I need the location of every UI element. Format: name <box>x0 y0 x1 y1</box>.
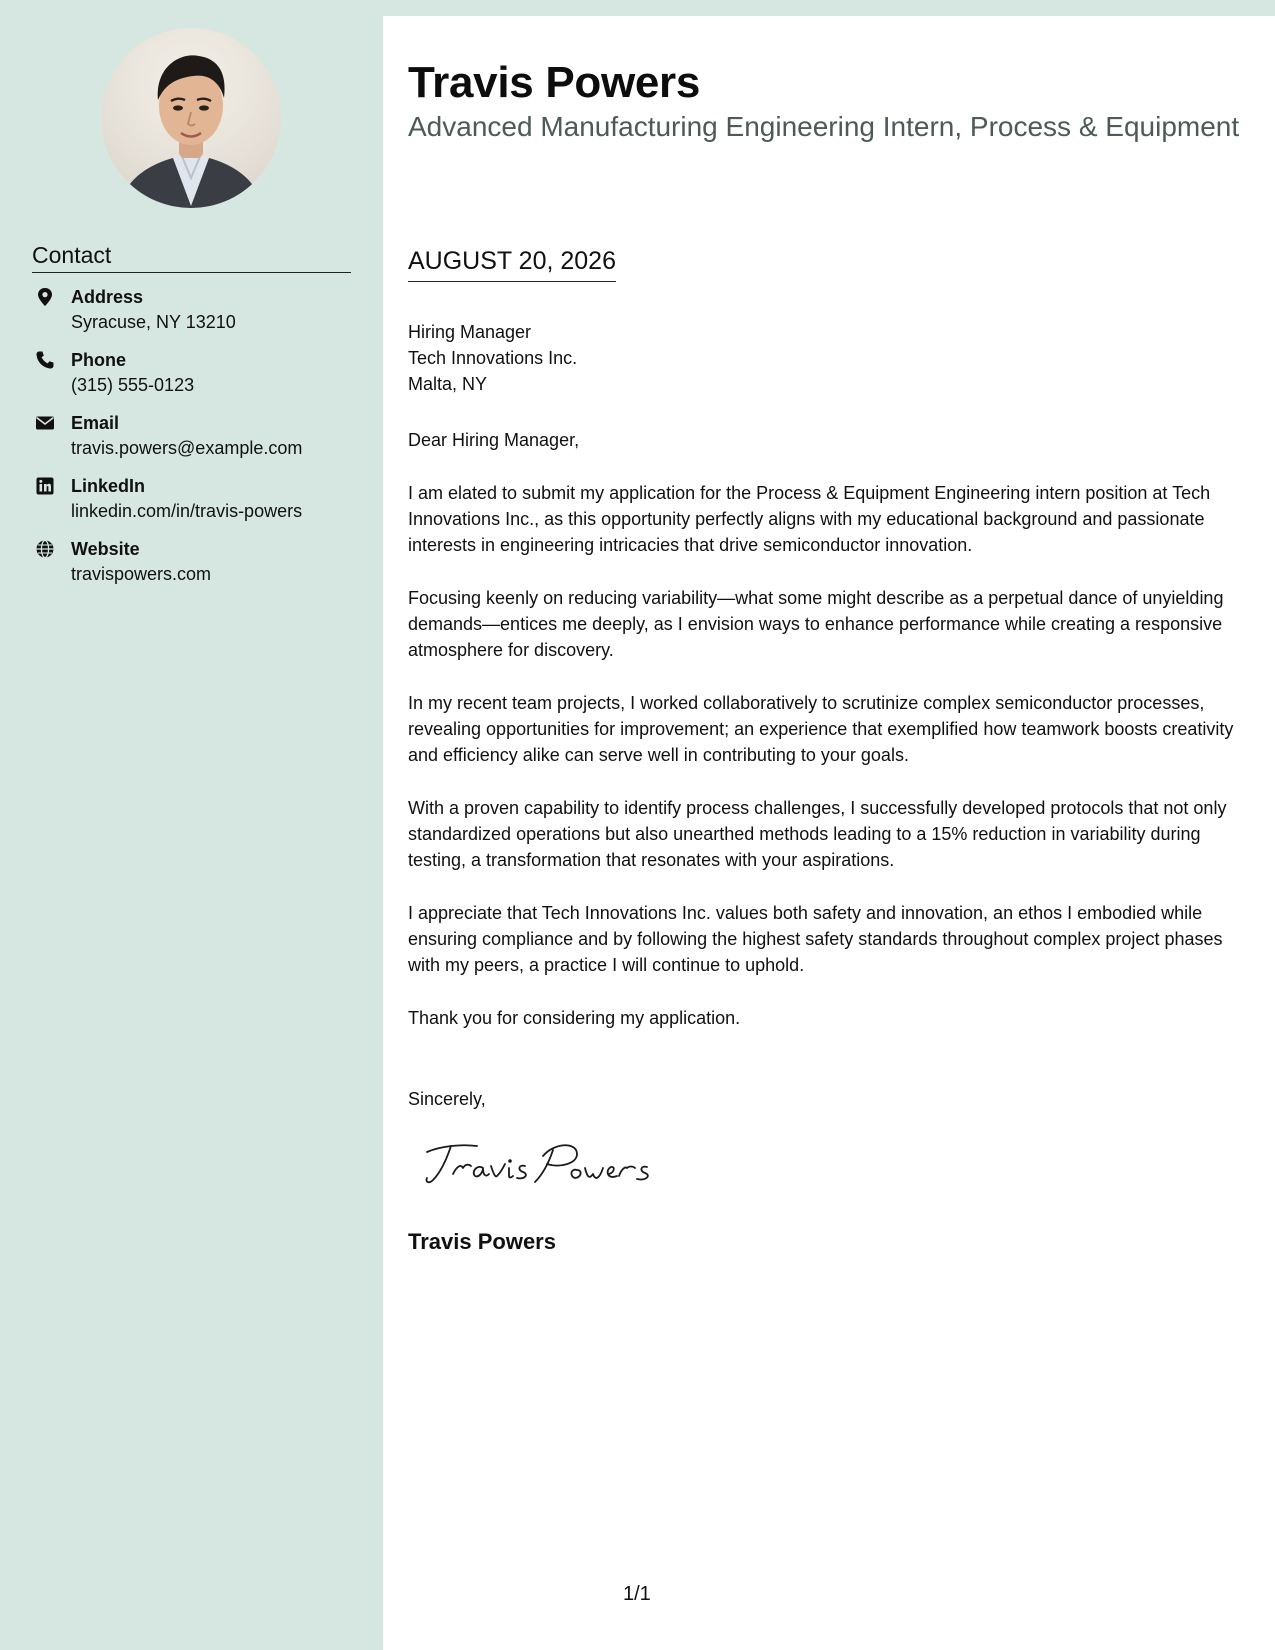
map-pin-icon <box>35 287 55 307</box>
contact-phone <box>32 348 362 411</box>
sidebar <box>0 0 383 1650</box>
contact-heading: Contact <box>32 240 351 273</box>
letter-body <box>408 427 1253 1058</box>
contact-address <box>32 285 362 348</box>
applicant-role: Advanced Manufacturing Engineering Intern, Process & Equipment <box>408 111 1240 142</box>
contact-email-label: Email <box>71 413 120 433</box>
recipient-line: Malta, NY <box>408 374 488 394</box>
recipient-block <box>408 319 577 397</box>
contact-website-label: Website <box>71 539 140 559</box>
contact-website <box>32 537 362 600</box>
letter-date: AUGUST 20, 2026 <box>408 244 616 282</box>
linkedin-icon <box>35 476 55 496</box>
envelope-icon <box>35 413 55 433</box>
contact-email <box>32 411 362 474</box>
contact-linkedin <box>32 474 362 537</box>
letter-paragraph: I appreciate that Tech Innovations Inc. values both safety and innovation, an ethos I embodied while ensuring compliance and by following the highest safety standards throughout complex project phases with my peers, a practice I will continue to uphold. <box>408 903 1223 975</box>
salutation: Dear Hiring Manager, <box>408 430 580 450</box>
globe-icon <box>35 539 55 559</box>
letter-page <box>383 16 1275 1650</box>
page-number: 1/1 <box>623 1583 651 1605</box>
signed-name: Travis Powers <box>408 1229 556 1254</box>
contact-address-value: Syracuse, NY 13210 <box>71 312 236 332</box>
contact-phone-label: Phone <box>71 350 127 370</box>
contact-website-value[interactable]: travispowers.com <box>71 564 212 584</box>
applicant-name: Travis Powers <box>408 58 701 107</box>
contact-linkedin-value[interactable]: linkedin.com/in/travis-powers <box>71 501 303 521</box>
letter-paragraph: I am elated to submit my application for the Process & Equipment Engineering intern position at Tech Innovations Inc., as this opportunity perfectly aligns with my educational background and passionate interests in engineering intricacies that drive semiconductor innovation. <box>408 483 1211 555</box>
profile-photo <box>101 28 281 208</box>
signature-image <box>421 1134 661 1199</box>
contact-phone-value: (315) 555-0123 <box>71 375 195 395</box>
contact-address-label: Address <box>71 287 144 307</box>
contact-list <box>32 285 362 600</box>
letter-paragraph: In my recent team projects, I worked collaboratively to scrutinize complex semiconductor processes, revealing opportunities for improvement; an experience that exemplified how teamwork boosts creativity and efficiency alike can serve well in contributing to your goals. <box>408 693 1234 765</box>
contact-email-value[interactable]: travis.powers@example.com <box>71 438 303 458</box>
letter-paragraph: With a proven capability to identify process challenges, I successfully developed protocols that not only standardized operations but also unearthed methods leading to a 15% reduction in variability during testing, a transformation that resonates with your aspirations. <box>408 798 1227 870</box>
recipient-line: Hiring Manager <box>408 322 532 342</box>
letter-paragraph: Thank you for considering my application. <box>408 1008 741 1028</box>
closing: Sincerely, <box>408 1089 486 1109</box>
recipient-line: Tech Innovations Inc. <box>408 348 578 368</box>
letter-paragraph: Focusing keenly on reducing variability—what some might describe as a perpetual dance of unyielding demands—entices me deeply, as I envision ways to enhance performance while creating a responsive atmosphere for discovery. <box>408 588 1224 660</box>
phone-icon <box>35 350 55 370</box>
contact-linkedin-label: LinkedIn <box>71 476 146 496</box>
